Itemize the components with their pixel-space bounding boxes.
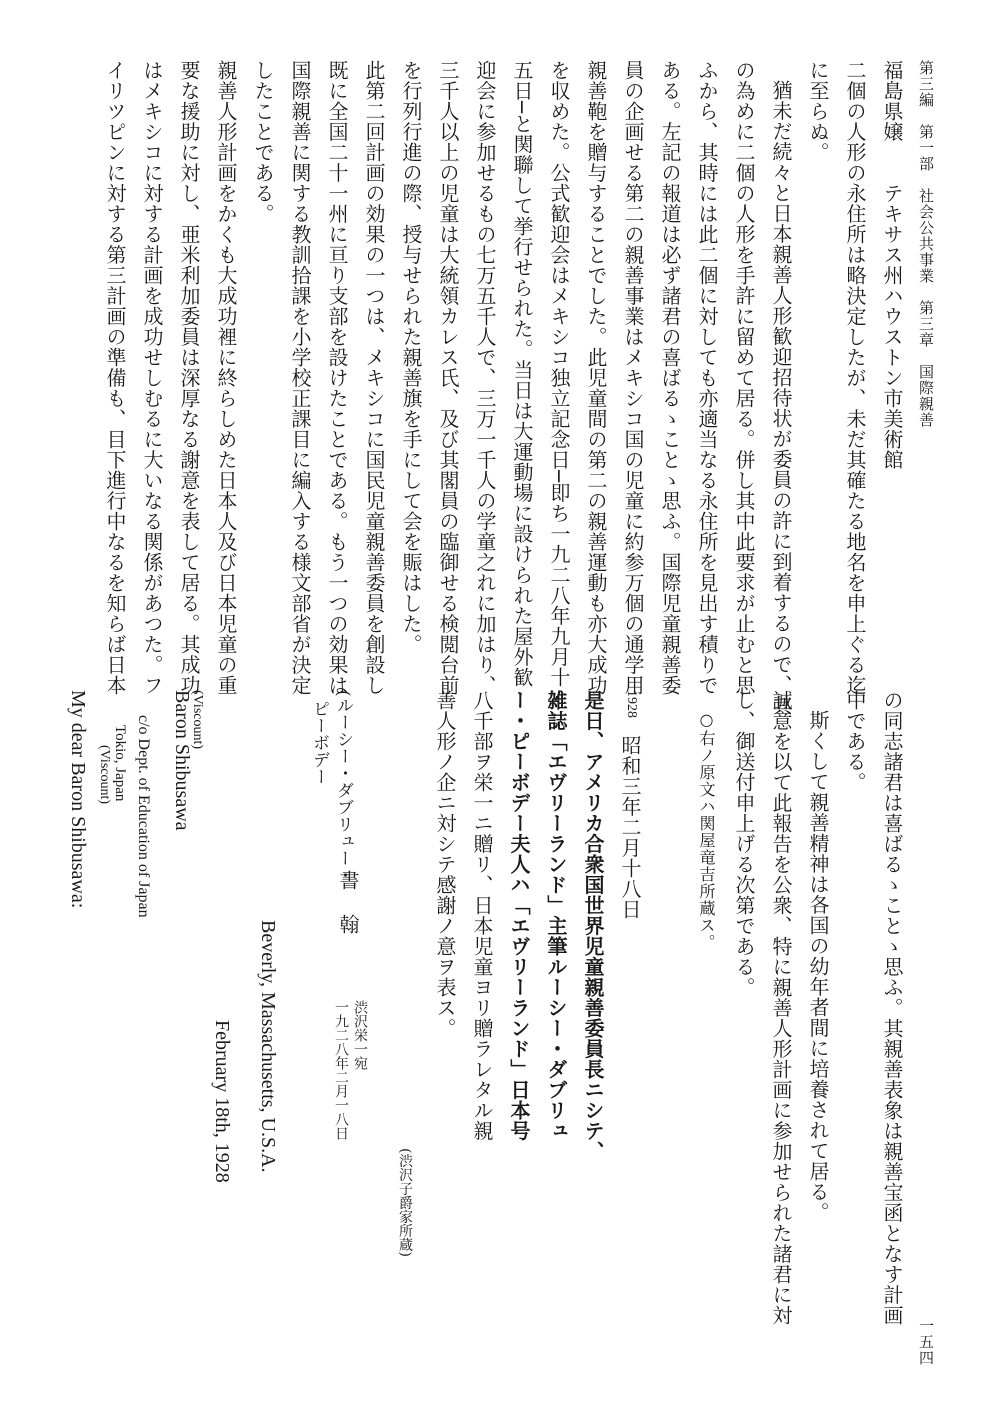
text-column: 親善鞄を贈与することでした。此児童間の第二の親善運動も亦大成功 [584,60,608,696]
recipient-title: (Viscount) [190,690,205,750]
english-date: February 18th, 1928 [211,1020,233,1183]
letter-title: 書 翰 [336,870,360,936]
text-column: の同志諸君は喜ばるゝことゝ思ふ。其親善表象は親善宝函となす計画 [880,690,904,1326]
citation: (渋沢子爵家所蔵) [397,1148,413,1257]
text-column: イリツピンに対する第三計画の準備も、目下進行中なるを知らば日本 [103,60,127,696]
running-title: 第三編 第一部 社会公共事業 第三章 国際親善 [917,60,935,428]
letter-from: (ルーシー・ダブリュー・ [333,690,353,884]
text-column: に至らぬ。 [806,60,830,163]
text-column: はメキシコに対する計画を成功せしむるに大いなる関係があつた。フ [140,60,164,696]
event-line: 善人形ノ企ニ対シテ感謝ノ意ヲ表ス。 [433,690,457,1039]
event-line: ー・ピーボデー夫人ハ「エヴリーランド」日本号 [507,690,531,1141]
event-line: 雑誌「エヴリーランド」主筆ルーシー・ダブリュ [544,690,568,1141]
text-column: 二個の人形の永住所は略決定したが、未だ其確たる地名を申上ぐる迄 [843,60,867,696]
letter-date-jp: 一九二八年二月一八日 [333,1000,349,1140]
recipient-line: c/o Dept. of Education of Japan [135,715,152,918]
letter-from: ピーボデー [309,700,329,785]
date-heading: 昭和三年二月十八日 [618,735,642,920]
recipient-title: (Viscount) [97,745,112,805]
english-address: Beverly, Massachusetts, U.S.A. [257,920,279,1173]
year-label: 1928 [624,690,639,718]
text-column: を行列行進の際、授与せられた親善旗を手にして会を賑はした。 [399,60,423,655]
text-column: 国際親善に関する教訓拾課を小学校正課目に編入する様文部省が決定 [288,60,312,696]
text-column: 既に全国二十一州に亘り支部を設けたことである。もう一つの効果は [325,60,349,696]
event-line: 八千部ヲ栄一ニ贈リ、日本児童ヨリ贈ラレタル親 [470,690,494,1141]
text-column: 誠意を以て此報告を公衆、特に親善人形計画に参加せられた諸君に対 [769,690,793,1326]
text-column: ふから、其時には此二個に対しても亦適当なる永住所を見出す積りで [695,60,719,696]
text-column: 迎会に参加せるもの七万五千人で、三万一千人の学童之れに加はり、 [473,60,497,696]
text-column: し、御送付申上げる次第である。 [732,690,756,998]
text-column: 五日─と関聯して挙行せられた。当日は大運動場に設けられた屋外歓 [510,60,534,688]
letter-to: 渋沢栄一宛 [352,1000,368,1070]
text-column: 中である。 [843,690,867,793]
text-column: 員の企画せる第二の親善事業はメキシコ国の児童に約参万個の通学用 [621,60,645,696]
recipient-name: Baron Shibusawa [171,690,193,831]
text-column: 要な援助に対し、亜米利加委員は深厚なる謝意を表して居る。其成功 [177,60,201,696]
source-note: ○右ノ原文ハ関屋竜吉所蔵ス。 [697,710,716,951]
text-column: 三千人以上の児童は大統領カレス氏、及び其閣員の臨御せる検閲台前 [436,60,460,696]
text-column: 此第二回計画の効果の一つは、メキシコに国民児童親善委員を創設し [362,60,386,696]
text-column: 猶未だ続々と日本親善人形歓迎招待状が委員の許に到着するので、其 [769,80,793,716]
event-line: 是日、アメリカ合衆国世界児童親善委員長ニシテ、 [581,690,605,1162]
text-column: したことである。 [251,60,275,224]
text-column: 福島県嬢 テキサス州ハウストン市美術館 [880,60,904,470]
text-column: の為めに二個の人形を手許に留めて居る。併し其中此要求が止むと思 [732,60,756,696]
page-number: 一五四 [917,1318,935,1366]
text-column: を収めた。公式歓迎会はメキシコ独立記念日─即ち一九二八年九月十 [547,60,571,688]
text-column: 親善人形計画をかくも大成功裡に終らしめた日本人及び日本児童の重 [214,60,238,696]
salutation: My dear Baron Shibusawa: [67,690,89,909]
text-column: 斯くして親善精神は各国の幼年者間に培養されて居る。 [806,710,830,1223]
text-column: ある。左記の報道は必ず諸君の喜ばるゝことゝ思ふ。国際児童親善委 [658,60,682,696]
recipient-line: Tokio, Japan [112,725,128,802]
